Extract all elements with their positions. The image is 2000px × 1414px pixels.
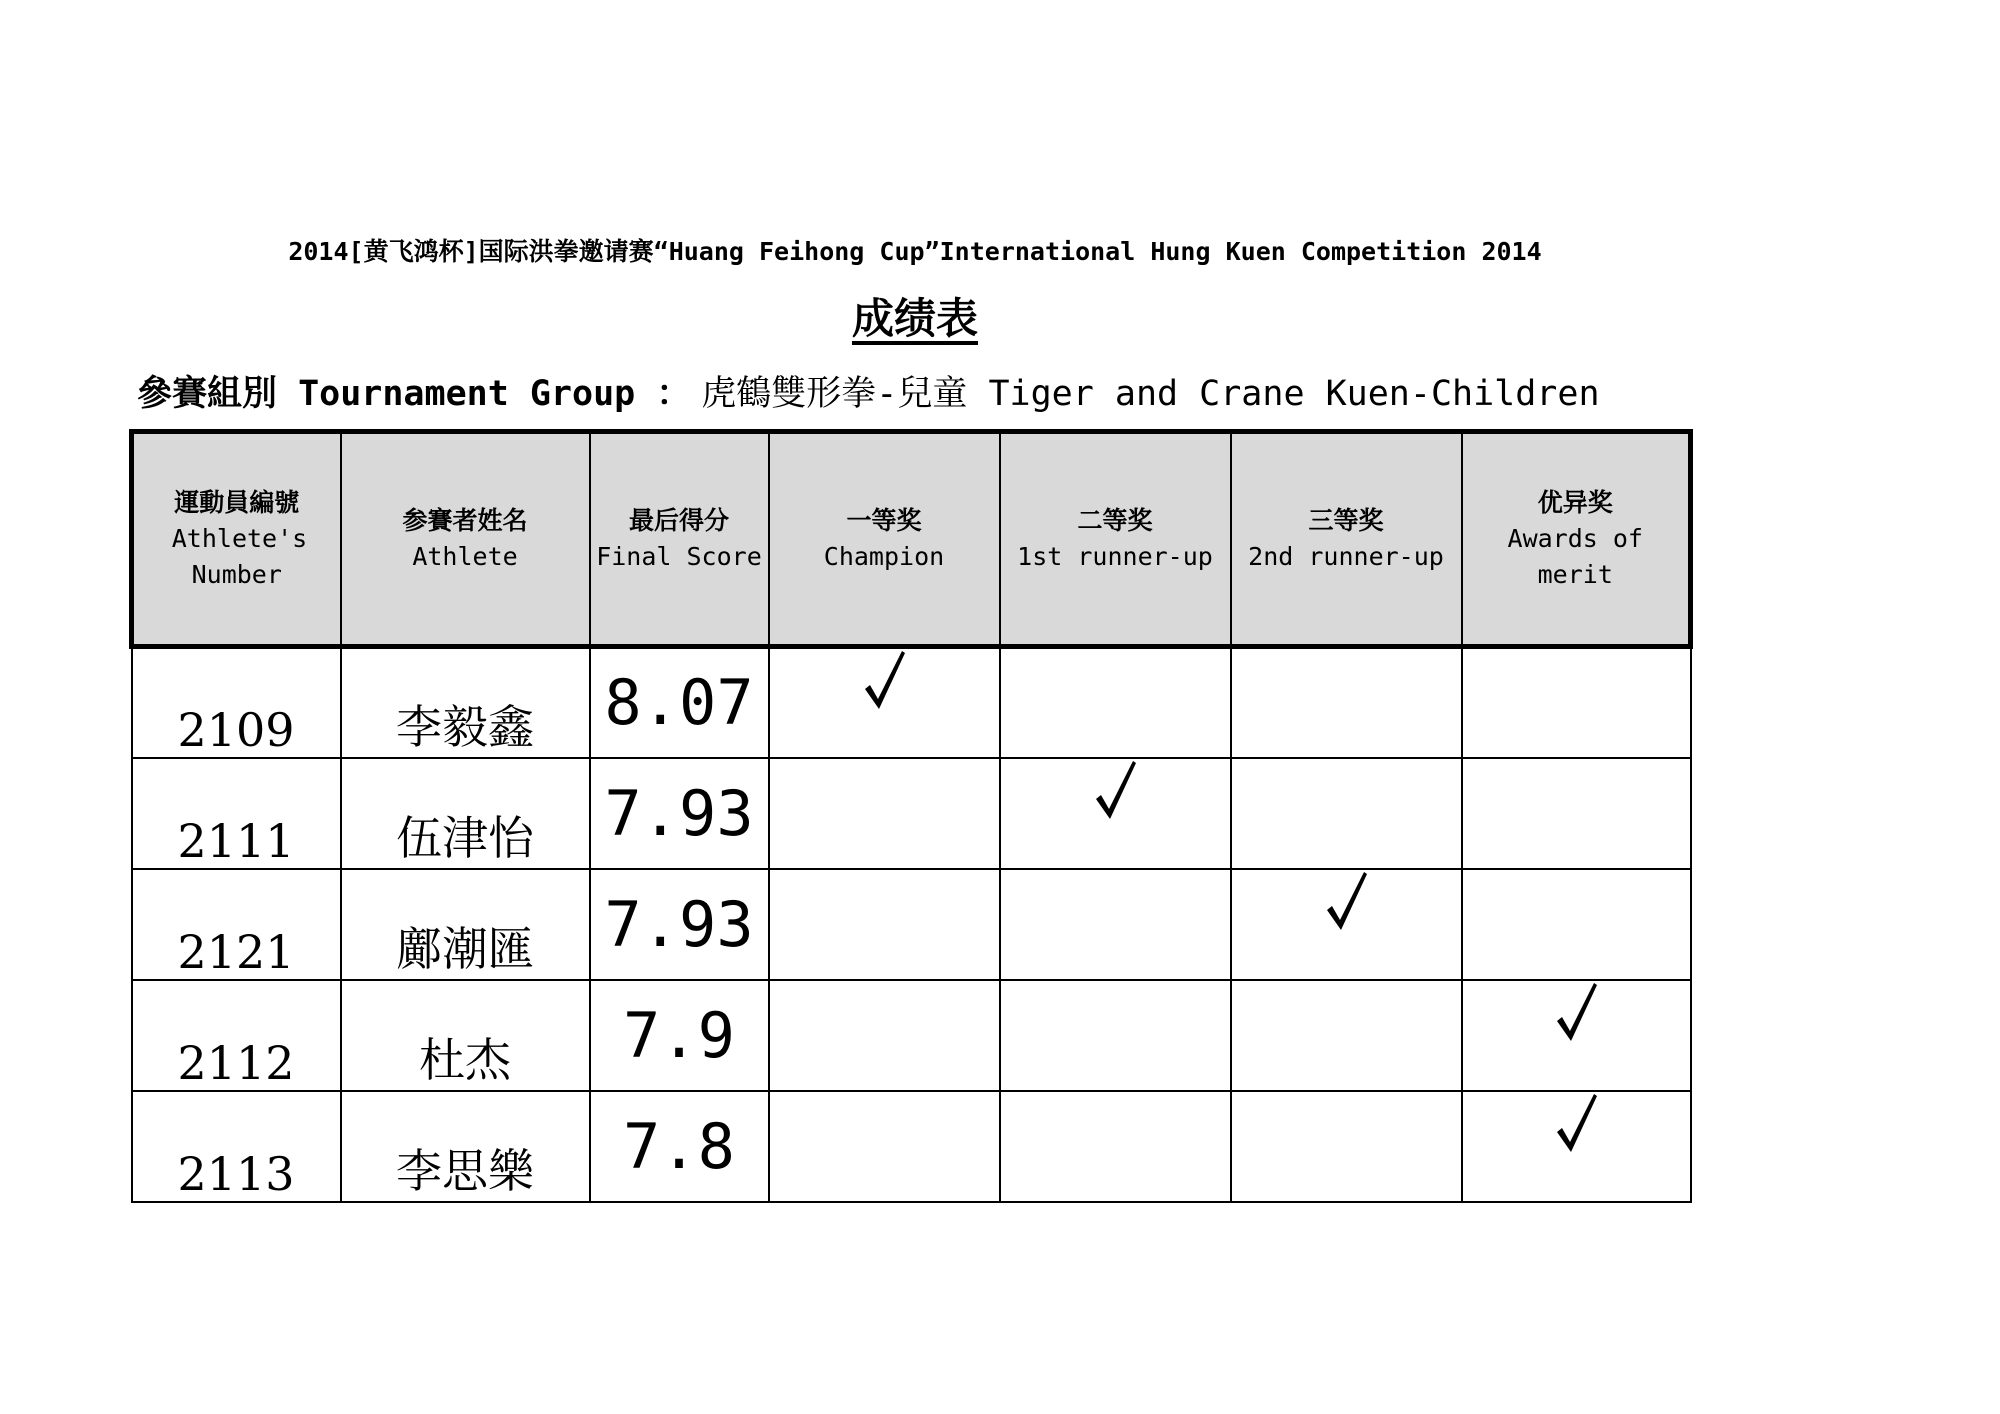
competition-title: 2014[黄飞鸿杯]国际洪拳邀请赛“Huang Feihong Cup”International Hung Kuen Competition 2014 — [288, 237, 1542, 266]
second-runner-up-cell — [1231, 869, 1462, 980]
merit-cell — [1462, 869, 1691, 980]
athlete-number-cell: 2109 — [132, 647, 341, 758]
col-header-en: 2nd runner-up — [1248, 542, 1444, 571]
champion-cell — [769, 647, 1000, 758]
check-mark-icon — [861, 649, 907, 711]
table-row — [132, 1091, 1691, 1202]
results-body — [132, 647, 1691, 1202]
col-header-en: Final Score — [596, 542, 762, 571]
champion-cell — [769, 758, 1000, 869]
athlete-number-cell: 2111 — [132, 758, 341, 869]
group-value: 虎鶴雙形拳-兒童 Tiger and Crane Kuen-Children — [701, 374, 1600, 414]
col-header-first-runner-up — [1000, 432, 1231, 647]
col-header-cn: 三等奖 — [1308, 506, 1384, 535]
col-header-champion — [769, 432, 1000, 647]
group-label: 參賽組別 Tournament Group ： — [137, 374, 692, 414]
results-table — [129, 429, 1693, 1203]
first-runner-up-cell — [1000, 869, 1231, 980]
final-score-cell: 7.9 — [590, 980, 769, 1091]
table-row — [132, 758, 1691, 869]
final-score-cell: 7.8 — [590, 1091, 769, 1202]
check-mark-icon — [1553, 981, 1599, 1043]
first-runner-up-cell — [1000, 647, 1231, 758]
col-header-athlete-number — [132, 432, 341, 647]
col-header-final-score — [590, 432, 769, 647]
athlete-name-cell: 李思樂 — [341, 1091, 590, 1202]
athlete-name-cell: 李毅鑫 — [341, 647, 590, 758]
athlete-name-cell: 伍津怡 — [341, 758, 590, 869]
athlete-number-cell: 2113 — [132, 1091, 341, 1202]
check-mark-icon — [1092, 759, 1138, 821]
col-header-cn: 運動員編號 — [174, 488, 300, 517]
merit-cell — [1462, 1091, 1691, 1202]
col-header-en: Athlete's Number — [171, 524, 308, 589]
merit-cell — [1462, 647, 1691, 758]
final-score-cell: 8.07 — [590, 647, 769, 758]
final-score-cell: 7.93 — [590, 758, 769, 869]
col-header-cn: 二等奖 — [1077, 506, 1153, 535]
header-row — [132, 432, 1691, 647]
tournament-group-line — [137, 366, 1600, 416]
check-mark-icon — [1323, 870, 1369, 932]
first-runner-up-cell — [1000, 1091, 1231, 1202]
col-header-merit — [1462, 432, 1691, 647]
first-runner-up-cell — [1000, 758, 1231, 869]
col-header-cn: 一等奖 — [846, 506, 922, 535]
col-header-athlete — [341, 432, 590, 647]
results-title: 成绩表 — [851, 294, 978, 343]
col-header-cn: 优异奖 — [1537, 488, 1613, 517]
athlete-name-cell: 杜杰 — [341, 980, 590, 1091]
first-runner-up-cell — [1000, 980, 1231, 1091]
merit-cell — [1462, 980, 1691, 1091]
second-runner-up-cell — [1231, 647, 1462, 758]
table-row — [132, 647, 1691, 758]
check-mark-icon — [1553, 1092, 1599, 1154]
champion-cell — [769, 1091, 1000, 1202]
final-score-cell: 7.93 — [590, 869, 769, 980]
athlete-name-cell: 鄺潮匯 — [341, 869, 590, 980]
second-runner-up-cell — [1231, 758, 1462, 869]
col-header-en: Athlete — [412, 542, 518, 571]
merit-cell — [1462, 758, 1691, 869]
second-runner-up-cell — [1231, 980, 1462, 1091]
table-row — [132, 869, 1691, 980]
col-header-en: 1st runner-up — [1017, 542, 1213, 571]
col-header-en: Awards of merit — [1507, 524, 1643, 589]
col-header-en: Champion — [823, 542, 945, 571]
table-row — [132, 980, 1691, 1091]
col-header-cn: 参賽者姓名 — [402, 506, 528, 535]
athlete-number-cell: 2112 — [132, 980, 341, 1091]
col-header-second-runner-up — [1231, 432, 1462, 647]
champion-cell — [769, 980, 1000, 1091]
athlete-number-cell: 2121 — [132, 869, 341, 980]
col-header-cn: 最后得分 — [628, 506, 729, 535]
champion-cell — [769, 869, 1000, 980]
second-runner-up-cell — [1231, 1091, 1462, 1202]
